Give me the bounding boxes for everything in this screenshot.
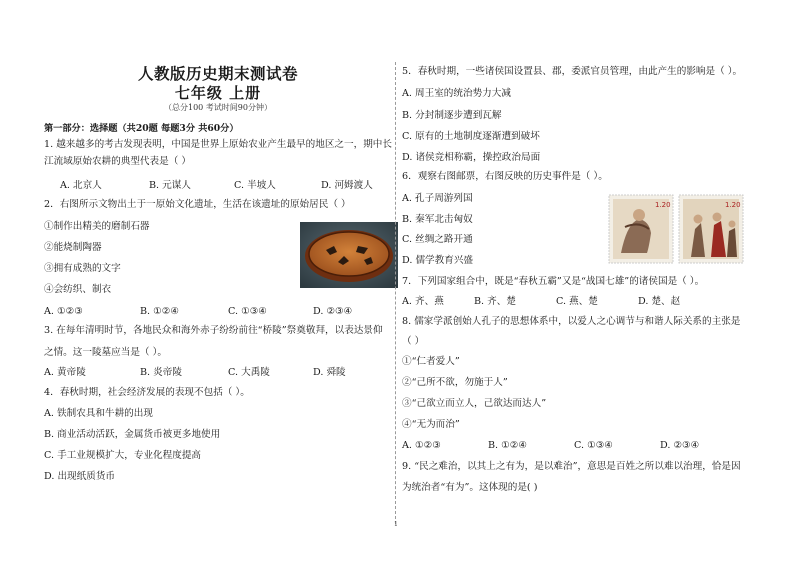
q8-statement-4: ④“无为而治” (402, 419, 460, 430)
q1-option-d: D. 河姆渡人 (321, 180, 373, 191)
q6-option-b: B. 秦军北击匈奴 (402, 214, 473, 225)
q8-statement-3: ③“己欲立而立人，己欲达而达人” (402, 398, 547, 409)
q8-stem-line1: 8. 儒家学派创始人孔子的思想体系中，以爱人之心调节与和谐人际关系的主张是 (402, 316, 741, 327)
q8-option-c: C. ①③④ (574, 440, 613, 451)
q3-option-c: C. 大禹陵 (228, 367, 270, 378)
q3-option-d: D. 舜陵 (313, 367, 346, 378)
q7-option-c: C. 燕、楚 (556, 296, 598, 307)
page-number: 1 (394, 521, 398, 528)
q1-stem-line2: 江流域原始农耕的典型代表是（ ） (44, 156, 191, 167)
q7-stem: 7．下列国家组合中，既是“春秋五霸”又是“战国七雄”的诸侯国是（ ）。 (402, 276, 705, 287)
q8-option-b: B. ①②④ (488, 440, 527, 451)
q4-option-a: A. 铁制农具和牛耕的出现 (44, 408, 153, 419)
q1-option-b: B. 元谋人 (149, 180, 191, 191)
exam-info: （总分100 考试时间90分钟） (164, 103, 272, 112)
q2-statement-2: ②能烧制陶器 (44, 242, 102, 253)
q2-option-d: D. ②③④ (313, 306, 353, 317)
q9-stem-line2: 为统治者“有为”。这体现的是( ) (402, 482, 538, 493)
q4-option-d: D. 出现纸质货币 (44, 471, 116, 482)
q4-option-b: B. 商业活动活跃，金属货币被更多地使用 (44, 429, 221, 440)
q2-stem: 2．右图所示文物出土于一原始文化遗址，生活在该遗址的原始居民（ ） (44, 199, 351, 210)
q1-option-a: A. 北京人 (60, 180, 102, 191)
exam-title: 人教版历史期末测试卷 (137, 64, 298, 83)
stamp-value-right: 1.20 (725, 201, 741, 209)
q5-option-c: C. 原有的土地制度逐渐遭到破坏 (402, 131, 540, 142)
pottery-bowl-image (300, 222, 398, 288)
q4-stem: 4．春秋时期，社会经济发展的表现不包括（ ）。 (44, 387, 250, 398)
section-title: 第一部分：选择题（共20题 每题3分 共60分） (44, 123, 239, 134)
q6-stem: 6．观察右图邮票，右图反映的历史事件是（ ）。 (402, 171, 608, 182)
q6-option-a: A. 孔子周游列国 (402, 193, 473, 204)
q8-statement-1: ①“仁者爱人” (402, 356, 460, 367)
q7-option-a: A. 齐、燕 (402, 296, 444, 307)
q2-option-a: A. ①②③ (44, 306, 83, 317)
q5-option-d: D. 诸侯竞相称霸，操控政治局面 (402, 152, 541, 163)
q1-option-c: C. 半坡人 (234, 180, 276, 191)
q5-stem: 5．春秋时期，一些诸侯国设置县、郡，委派官员管理，由此产生的影响是（ ）。 (402, 66, 743, 77)
q8-stem-line2: （ ） (402, 336, 425, 347)
q5-option-b: B. 分封制逐步遭到瓦解 (402, 110, 502, 121)
q2-statement-1: ①制作出精美的磨制石器 (44, 221, 150, 232)
column-divider (395, 62, 396, 524)
q1-stem-line1: 1. 越来越多的考古发现表明，中国是世界上原始农业产生最早的地区之一，期中长 (44, 139, 392, 150)
q2-option-c: C. ①③④ (228, 306, 267, 317)
q5-option-a: A. 周王室的统治势力大减 (402, 88, 511, 99)
q8-option-a: A. ①②③ (402, 440, 441, 451)
q8-option-d: D. ②③④ (660, 440, 700, 451)
q7-option-d: D. 楚、赵 (638, 296, 681, 307)
q3-stem-line1: 3. 在每年清明时节，各地民众和海外赤子纷纷前往“桥陵”祭奠敬拜，以表达景仰 (44, 325, 383, 336)
exam-grade: 七年级 上册 (174, 84, 262, 102)
q8-statement-2: ②“己所不欲，勿施于人” (402, 377, 508, 388)
q4-option-c: C. 手工业规模扩大，专业化程度提高 (44, 450, 202, 461)
q3-option-b: B. 炎帝陵 (140, 367, 182, 378)
q2-statement-3: ③拥有成熟的文字 (44, 263, 121, 274)
q3-stem-line2: 之情。这一陵墓应当是（ ）。 (44, 347, 167, 358)
q3-option-a: A. 黄帝陵 (44, 367, 86, 378)
stamps-image (607, 193, 747, 265)
q7-option-b: B. 齐、楚 (474, 296, 516, 307)
q6-option-c: C. 丝绸之路开通 (402, 234, 473, 245)
stamp-value-left: 1.20 (655, 201, 671, 209)
q9-stem-line1: 9. “民之难治，以其上之有为，是以难治”，意思是百姓之所以难以治理，恰是因 (402, 461, 741, 472)
q2-option-b: B. ①②④ (140, 306, 179, 317)
q6-option-d: D. 儒学教育兴盛 (402, 255, 474, 266)
q2-statement-4: ④会纺织、制衣 (44, 284, 112, 295)
